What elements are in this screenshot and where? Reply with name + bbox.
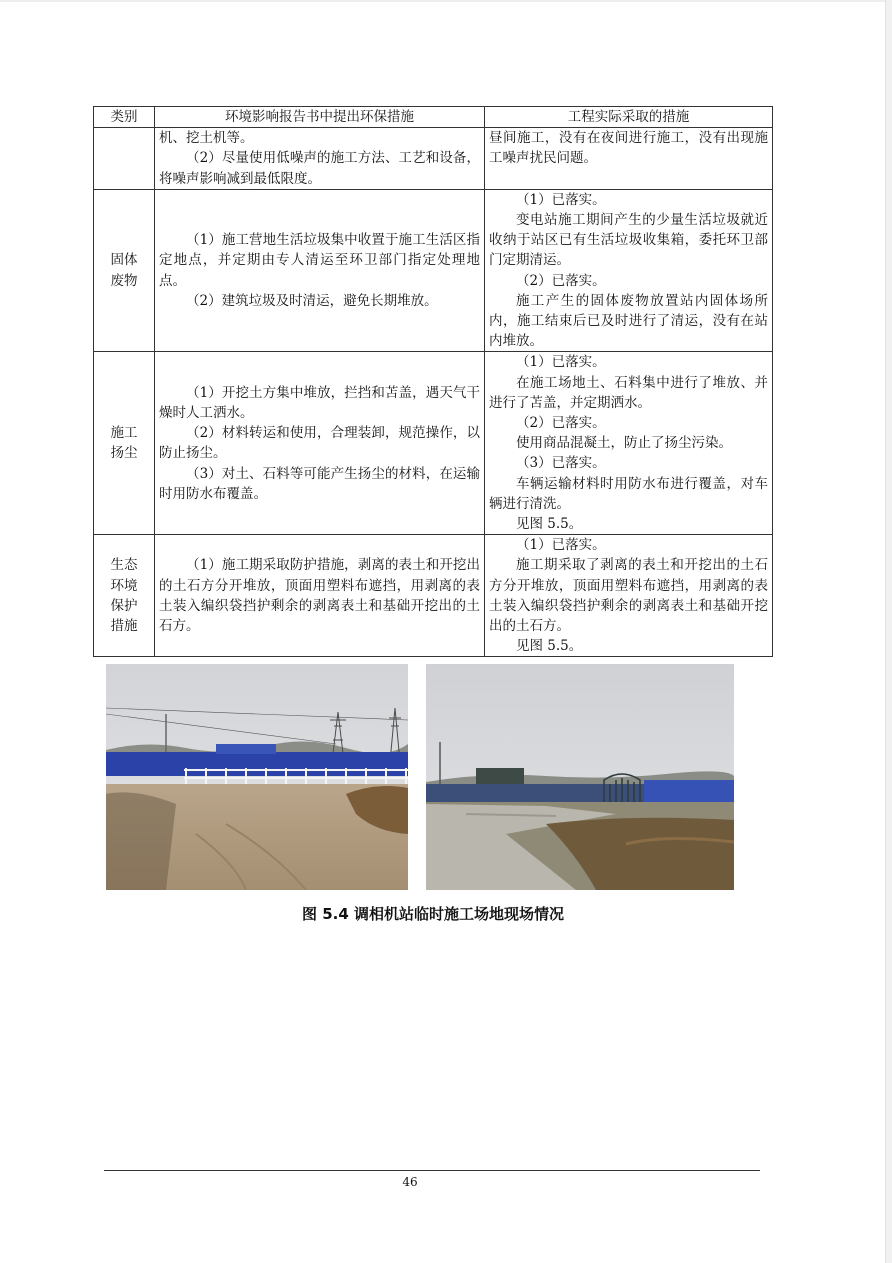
- actual-text: （1）已落实。: [516, 354, 606, 371]
- actual-text: 车辆运输材料时用防水布进行覆盖，对车辆进行清洗。: [489, 475, 768, 512]
- category-text: 生态: [110, 557, 138, 574]
- actual-text: （1）已落实。: [516, 537, 606, 554]
- actual-text: 见图 5.5。: [516, 638, 583, 655]
- proposed-text: （2）建筑垃圾及时清运，避免长期堆放。: [186, 292, 438, 309]
- actual-text: （2）已落实。: [516, 415, 606, 432]
- table-row: [94, 352, 773, 535]
- proposed-text: 机、挖土机等。: [159, 130, 254, 147]
- table-row: [94, 189, 773, 352]
- category-text: 保护: [110, 597, 138, 614]
- category-text: 固体: [110, 252, 138, 269]
- row-actual-cell: [485, 189, 773, 352]
- table-row: [94, 535, 773, 657]
- row-category-cell: [94, 189, 155, 352]
- row-proposed-cell: [155, 189, 485, 352]
- actual-text: 使用商品混凝土，防止了扬尘污染。: [516, 435, 732, 452]
- proposed-text: （1）施工期采取防护措施，剥离的表土和开挖出的土石方分开堆放，顶面用塑料布遮挡，用剥离的表土装入编织袋挡护剩余的剥离表土和基础开挖出的土石方。: [159, 557, 480, 635]
- actual-text: 施工期采取了剥离的表土和开挖出的土石方分开堆放，顶面用塑料布遮挡，用剥离的表土装入编织袋挡护剩余的剥离表土和基础开挖出的土石方。: [489, 557, 768, 635]
- row-category-cell: [94, 352, 155, 535]
- figure-caption: 图 5.4 调相机站临时施工场地现场情况: [301, 905, 565, 923]
- actual-text: 变电站施工期间产生的少量生活垃圾就近收纳于站区已有生活垃圾收集箱，委托环卫部门定期清运。: [489, 212, 768, 269]
- row-actual-cell: [485, 128, 773, 190]
- row-proposed-cell: [155, 535, 485, 657]
- row-actual-cell: [485, 535, 773, 657]
- page-number: 46: [402, 1175, 418, 1189]
- proposed-text: （1）开挖土方集中堆放，拦挡和苫盖，遇天气干燥时人工洒水。: [159, 384, 480, 421]
- row-category-cell: [94, 535, 155, 657]
- page-right-edge: [885, 0, 892, 1263]
- category-text: 措施: [110, 618, 138, 635]
- row-proposed-cell: [155, 352, 485, 535]
- site-photo-right: [426, 664, 734, 890]
- site-photo-left: [106, 664, 408, 890]
- actual-text: 昼间施工，没有在夜间进行施工，没有出现施工噪声扰民问题。: [489, 130, 768, 167]
- proposed-text: （1）施工营地生活垃圾集中收置于施工生活区指定地点，并定期由专人清运至环卫部门指定处理地点。: [159, 232, 480, 289]
- row-category-cell: [94, 128, 155, 190]
- actual-text: 施工产生的固体废物放置站内固体场所内，施工结束后已及时进行了清运，没有在站内堆放。: [489, 292, 768, 350]
- environmental-measures-table: [93, 106, 773, 657]
- category-text: 扬尘: [110, 445, 138, 462]
- actual-text: （2）已落实。: [516, 272, 606, 289]
- page-top-edge: [0, 0, 892, 2]
- proposed-text: （2）材料转运和使用，合理装卸，规范操作，以防止扬尘。: [159, 425, 480, 462]
- actual-text: （1）已落实。: [516, 191, 606, 208]
- category-text: 施工: [110, 425, 138, 442]
- header-category: 类别: [94, 107, 155, 128]
- table-row: [94, 128, 773, 190]
- table-header-row: [94, 107, 773, 128]
- category-text: 环境: [110, 577, 138, 594]
- proposed-text: （3）对土、石料等可能产生扬尘的材料，在运输时用防水布覆盖。: [159, 465, 480, 502]
- footer-rule: [104, 1170, 760, 1171]
- actual-text: 在施工场地土、石料集中进行了堆放、并进行了苫盖，并定期洒水。: [489, 374, 768, 411]
- row-actual-cell: [485, 352, 773, 535]
- actual-text: 见图 5.5。: [516, 516, 583, 533]
- proposed-text: （2）尽量使用低噪声的施工方法、工艺和设备，将噪声影响减到最低限度。: [159, 150, 480, 187]
- category-text: 废物: [110, 272, 138, 289]
- header-actual-measures: 工程实际采取的措施: [485, 107, 773, 128]
- header-proposed-measures: 环境影响报告书中提出环保措施: [155, 107, 485, 128]
- row-proposed-cell: [155, 128, 485, 190]
- actual-text: （3）已落实。: [516, 455, 606, 472]
